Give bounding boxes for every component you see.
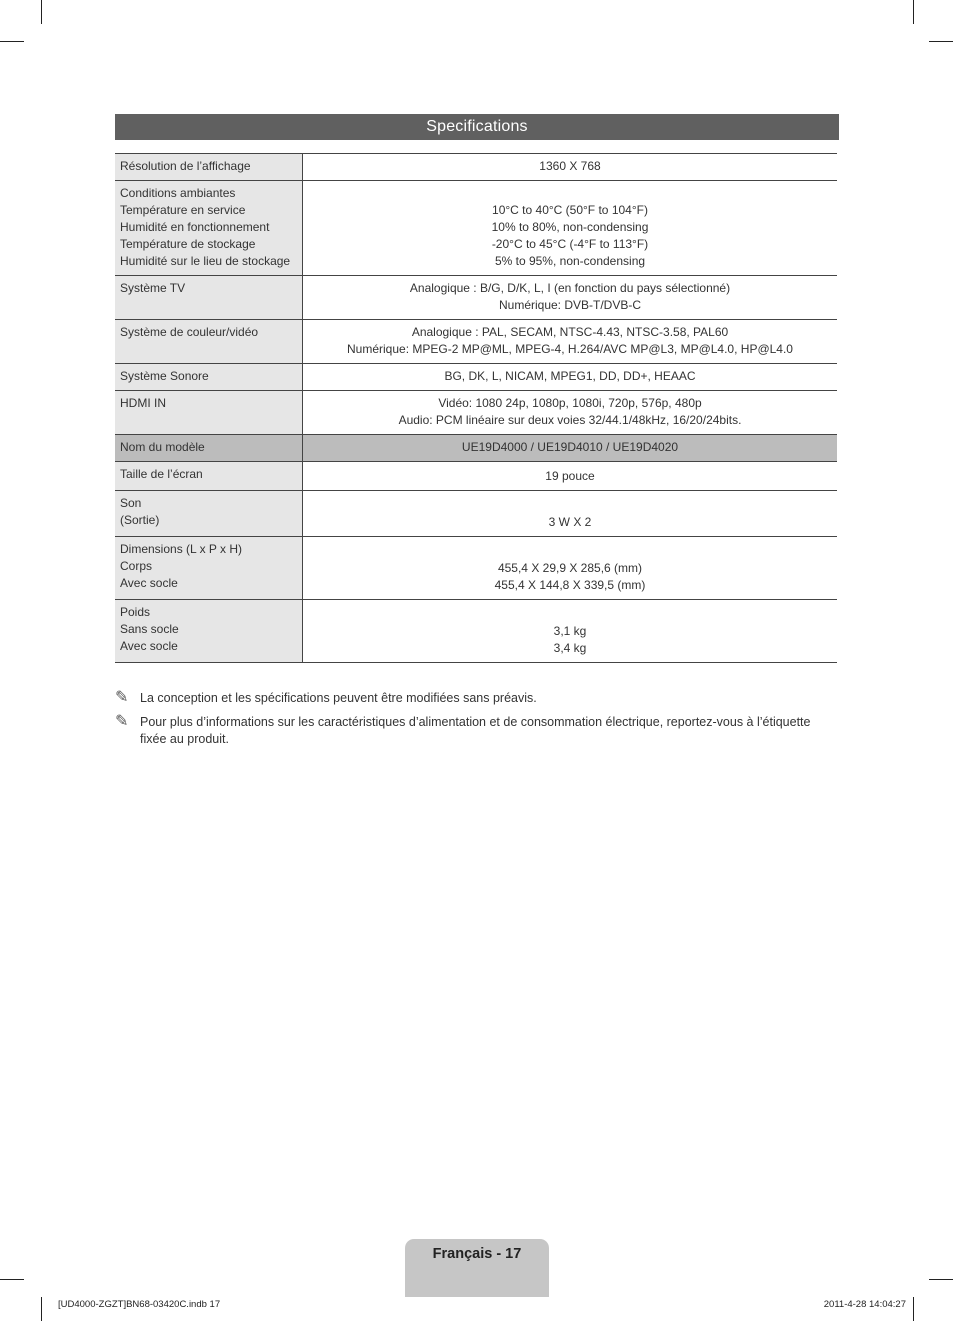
- spec-row: [115, 462, 837, 491]
- spec-label-line: Résolution de l’affichage: [120, 159, 251, 173]
- spec-value-line: [308, 606, 832, 623]
- spec-row: [115, 364, 837, 391]
- spec-label: [115, 537, 303, 600]
- spec-label-line: HDMI IN: [120, 396, 166, 410]
- crop-mark: [41, 0, 42, 24]
- spec-value: [303, 435, 838, 462]
- spec-value-line: 5% to 95%, non-condensing: [494, 254, 646, 268]
- spec-label-line: Poids: [120, 605, 151, 619]
- spec-label-line: Son: [120, 496, 142, 510]
- spec-label: [115, 600, 303, 663]
- spec-value-line: 3,1 kg: [553, 624, 587, 638]
- section-title: Specifications: [115, 114, 839, 140]
- spec-label: [115, 154, 303, 181]
- spec-value: [303, 181, 838, 276]
- spec-value: [303, 600, 838, 663]
- spec-value-line: 1360 X 768: [539, 159, 601, 173]
- spec-label-line: Avec socle: [120, 639, 178, 653]
- page-label: Français - 17: [432, 1246, 522, 1262]
- spec-value-line: [308, 497, 832, 514]
- spec-value: [303, 364, 838, 391]
- spec-label: [115, 320, 303, 364]
- spec-value: [303, 154, 838, 181]
- spec-row: [115, 181, 837, 276]
- spec-label-line: Nom du modèle: [120, 440, 205, 454]
- pencil-note-icon: ✎: [115, 713, 129, 730]
- spec-row: [115, 435, 837, 462]
- crop-mark: [41, 1297, 42, 1321]
- spec-value-line: 3,4 kg: [553, 641, 587, 655]
- spec-label-line: Humidité sur le lieu de stockage: [120, 254, 291, 268]
- spec-label-line: Dimensions (L x P x H): [120, 542, 243, 556]
- spec-label: [115, 491, 303, 537]
- spec-label-line: (Sortie): [120, 513, 160, 527]
- crop-mark: [913, 0, 914, 24]
- page-number-tab: [405, 1239, 549, 1297]
- spec-label: [115, 364, 303, 391]
- spec-label-line: Humidité en fonctionnement: [120, 220, 270, 234]
- spec-value-line: 10% to 80%, non-condensing: [491, 220, 649, 234]
- spec-row: [115, 600, 837, 663]
- pencil-note-icon: ✎: [115, 689, 129, 706]
- spec-label-line: Taille de l’écran: [120, 467, 203, 481]
- spec-label: [115, 276, 303, 320]
- spec-row: [115, 276, 837, 320]
- spec-label-line: Conditions ambiantes: [120, 186, 236, 200]
- spec-label: [115, 435, 303, 462]
- date-slug: 2011-4-28 14:04:27: [823, 1299, 906, 1310]
- crop-mark: [0, 1279, 24, 1280]
- spec-value-line: 455,4 X 144,8 X 339,5 (mm): [494, 578, 646, 592]
- spec-value: [303, 391, 838, 435]
- spec-label-line: Température en service: [120, 203, 246, 217]
- spec-row: [115, 491, 837, 537]
- spec-value: [303, 537, 838, 600]
- spec-value-line: UE19D4000 / UE19D4010 / UE19D4020: [461, 440, 679, 454]
- spec-value-line: Numérique: DVB-T/DVB-C: [498, 298, 642, 312]
- spec-row: [115, 320, 837, 364]
- note-item: [115, 690, 815, 707]
- spec-label-line: Corps: [120, 559, 153, 573]
- spec-value-line: 19 pouce: [545, 469, 595, 483]
- spec-value-line: -20°C to 45°C (-4°F to 113°F): [491, 237, 649, 251]
- spec-label: [115, 391, 303, 435]
- spec-value-line: 3 W X 2: [548, 515, 592, 529]
- spec-label-line: Système TV: [120, 281, 186, 295]
- spec-row: [115, 391, 837, 435]
- note-item: [115, 714, 815, 748]
- spec-value: [303, 320, 838, 364]
- spec-label-line: Système de couleur/vidéo: [120, 325, 259, 339]
- crop-mark: [0, 41, 24, 42]
- spec-label-line: Sans socle: [120, 622, 179, 636]
- spec-label-line: Système Sonore: [120, 369, 209, 383]
- spec-value-line: Audio: PCM linéaire sur deux voies 32/44.1/48kHz, 16/20/24bits.: [398, 413, 742, 427]
- spec-value-line: 455,4 X 29,9 X 285,6 (mm): [497, 561, 643, 575]
- spec-value: [303, 491, 838, 537]
- specifications-table: [115, 153, 837, 663]
- crop-mark: [929, 1279, 953, 1280]
- spec-label: [115, 462, 303, 491]
- spec-value-line: 10°C to 40°C (50°F to 104°F): [492, 203, 648, 217]
- file-slug: [UD4000-ZGZT]BN68-03420C.indb 17: [58, 1299, 221, 1310]
- note-text: La conception et les spécifications peuvent être modifiées sans préavis.: [140, 691, 537, 705]
- spec-label-line: Température de stockage: [120, 237, 256, 251]
- spec-value-line: [308, 185, 832, 202]
- crop-mark: [929, 41, 953, 42]
- spec-value-line: Analogique : B/G, D/K, L, I (en fonction du pays sélectionné): [409, 281, 731, 295]
- note-text: Pour plus d’informations sur les caractéristiques d’alimentation et de consommation électrique, reportez-vous à l’étiquette fixée au produit.: [140, 715, 811, 746]
- spec-label: [115, 181, 303, 276]
- spec-row: [115, 537, 837, 600]
- spec-value-line: Numérique: MPEG-2 MP@ML, MPEG-4, H.264/AVC MP@L3, MP@L4.0, HP@L4.0: [347, 342, 793, 356]
- spec-row: [115, 154, 837, 181]
- spec-value-line: BG, DK, L, NICAM, MPEG1, DD, DD+, HEAAC: [444, 369, 696, 383]
- spec-value-line: Analogique : PAL, SECAM, NTSC-4.43, NTSC-3.58, PAL60: [411, 325, 729, 339]
- notes-section: [115, 690, 815, 755]
- spec-value-line: Vidéo: 1080 24p, 1080p, 1080i, 720p, 576p, 480p: [438, 396, 702, 410]
- spec-label-line: Avec socle: [120, 576, 178, 590]
- spec-value: [303, 276, 838, 320]
- spec-value: [303, 462, 838, 491]
- spec-value-line: [308, 543, 832, 560]
- crop-mark: [913, 1297, 914, 1321]
